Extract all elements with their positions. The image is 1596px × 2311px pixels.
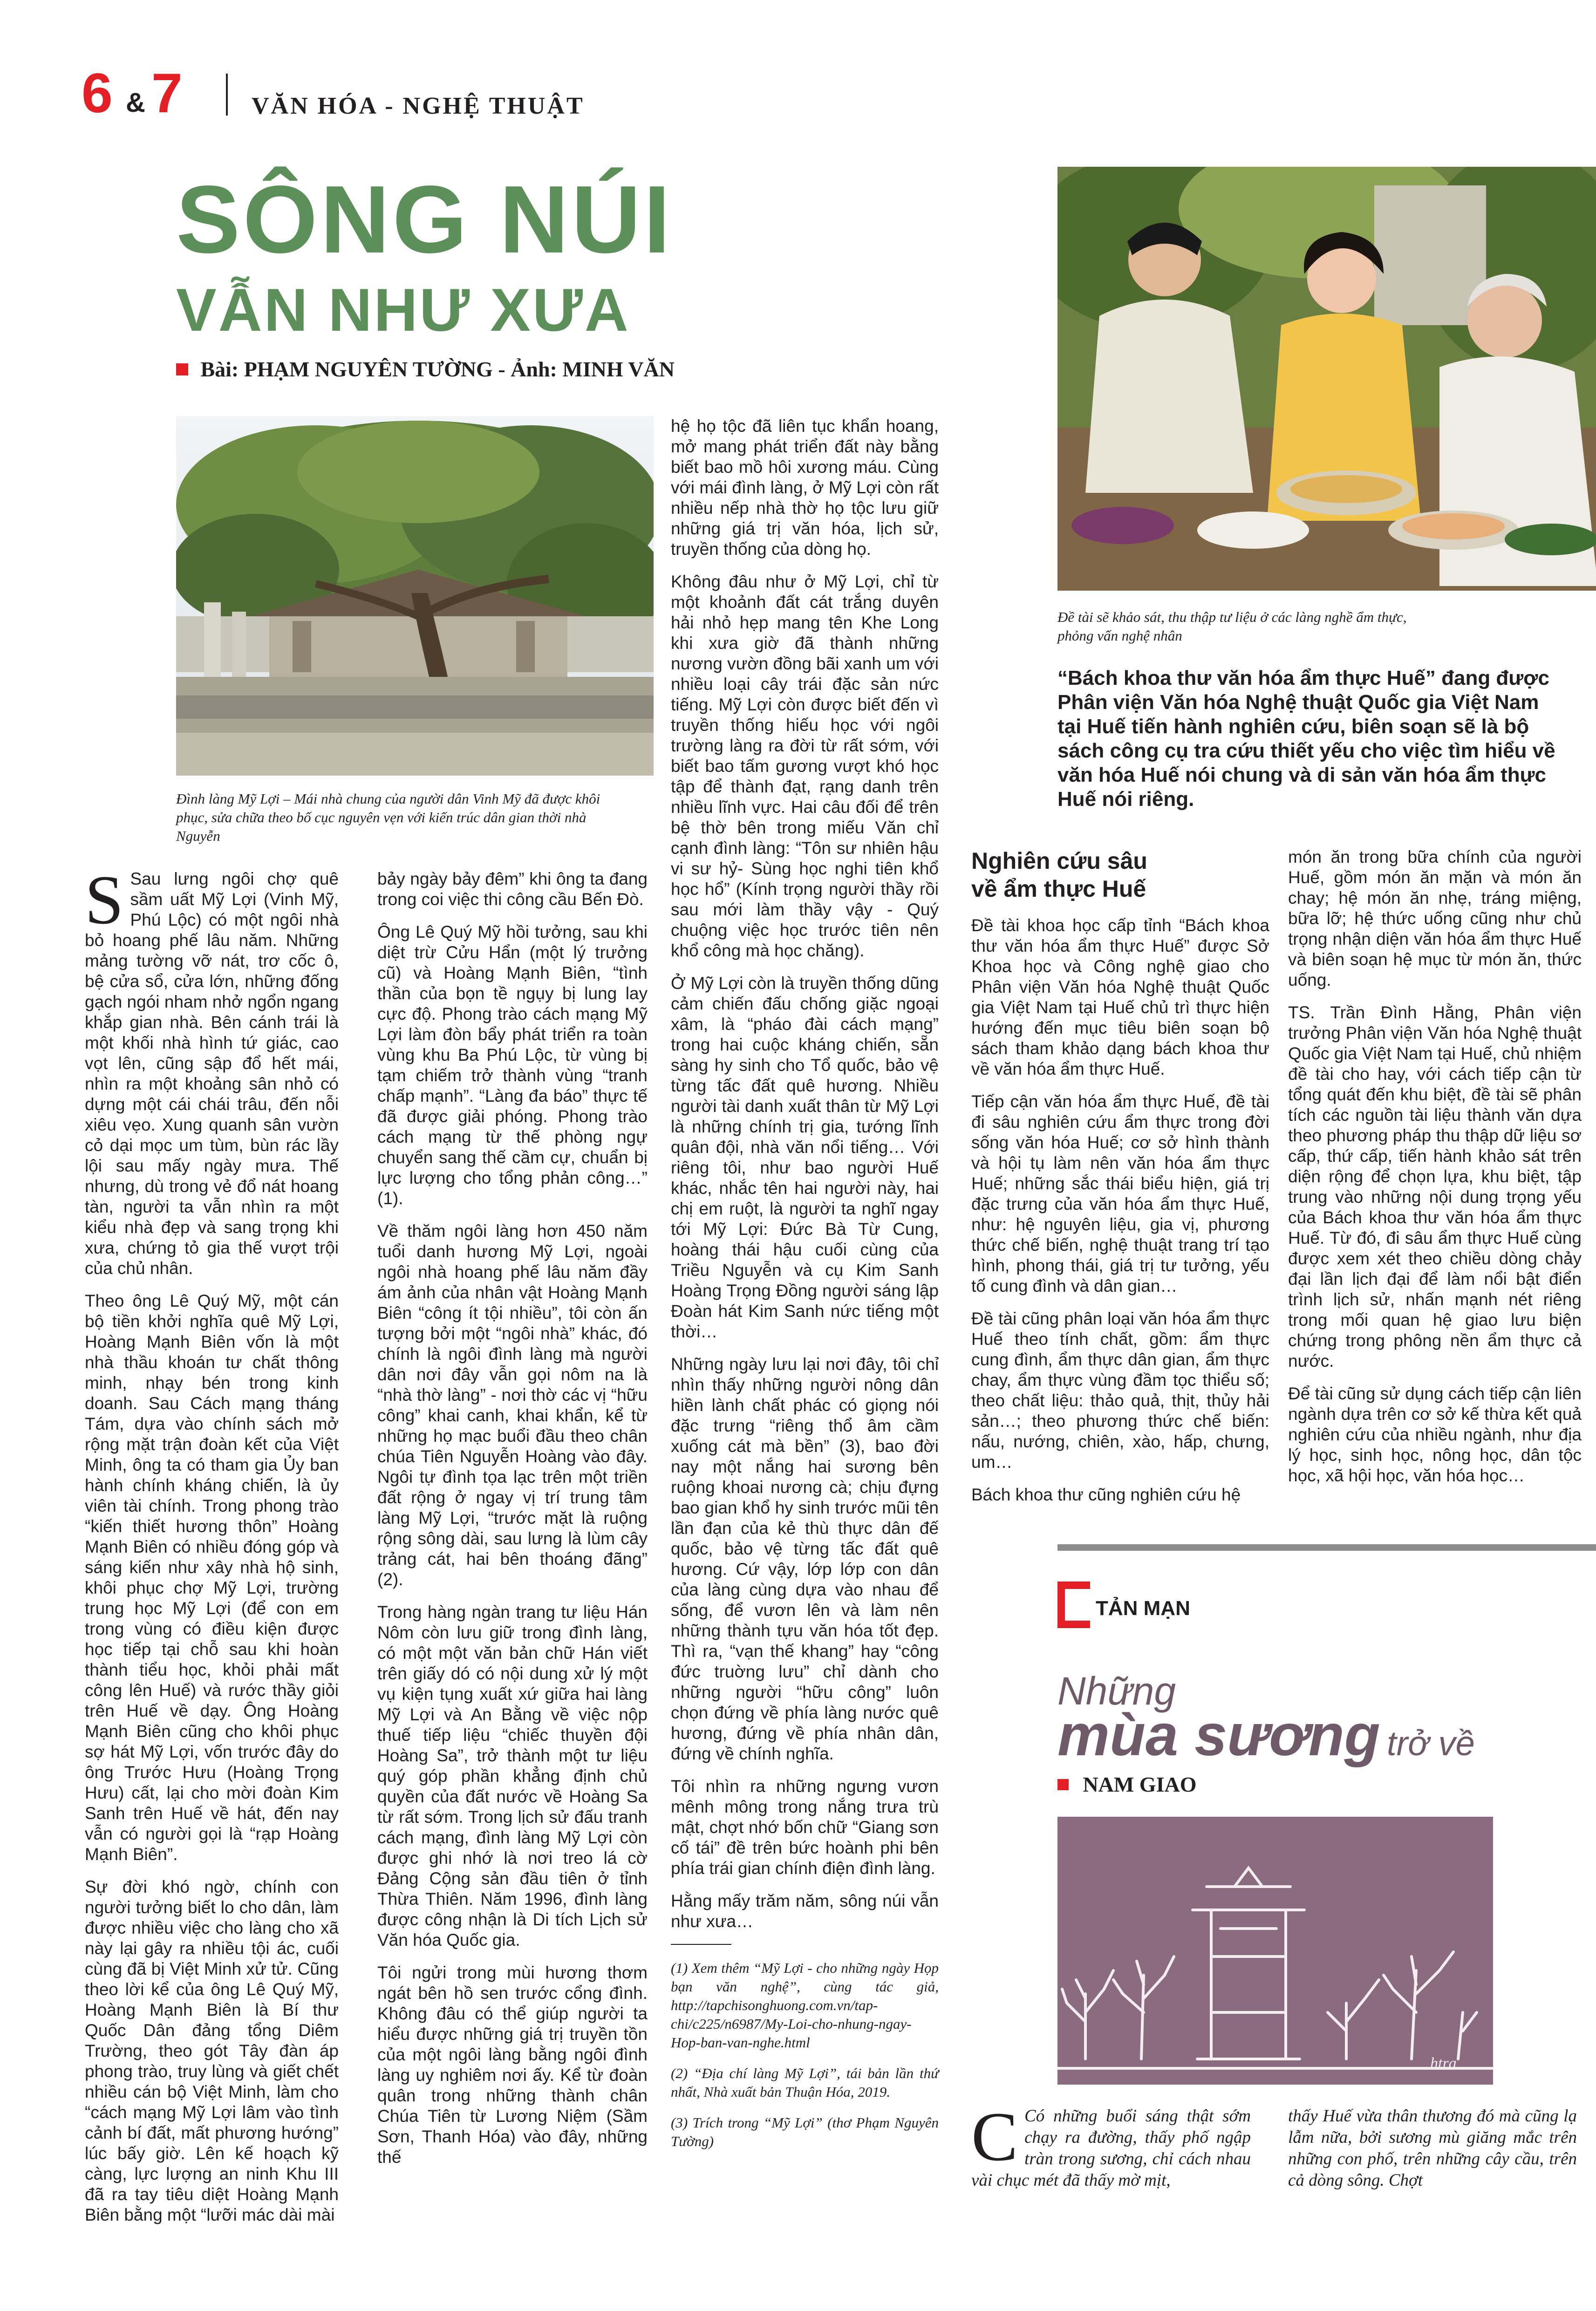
- article-para: Theo ông Lê Quý Mỹ, một cán bộ tiền khởi nghĩa quê Mỹ Lợi, Hoàng Mạnh Biên vốn là một nhà thầu khoán tư chất thông minh, nhạy bén trong kinh doanh. Sau Cách mạng tháng Tám, dựa vào chính sách mở rộng mặt trận đoàn kết của Việt Minh, ông ta có tham gia Ủy ban hành chính kháng chiến, là ủy viên tài chính. Trong phong trào “kiến thiết hương thôn” Hoàng Mạnh Biên có nhiều đóng góp và sáng kiến như xây nhà hộ sinh, khôi phục chợ Mỹ Lợi, trường trung học Mỹ Lợi (để con em trong vùng có điều kiện được học tiếp tại chỗ sau khi hoàn thành tiểu học, khỏi phải mất công lên Huế) và rước thầy giỏi trên Huế về dạy. Ông Hoàng Mạnh Biên cũng cho khôi phục sợ hát Mỹ Lợi, vốn trước đây do ông Trước Hưu (Hoàng Trọng Hưu) cất, lại cho mời đoàn Kim Sanh trên Huế về hát, đến nay vẫn có người gọi là “rạp Hoàng Mạnh Biên”.: [85, 1291, 339, 1864]
- article-para: Tôi ngửi trong mùi hương thơm ngát bên hồ sen trước cổng đình. Không đâu có thể giúp người ta hiểu được những giá trị truyền tồn của một ngôi làng bằng ngôi đình làng uy nghiêm nơi ấy. Kể từ đoàn quân trong những thành chân Chúa Tiên từ Lương Niệm (Sầm Sơn, Thanh Hóa) vào đây, những thế: [377, 1963, 648, 2167]
- article-para: S Sau lưng ngôi chợ quê sầm uất Mỹ Lợi (Vinh Mỹ, Phú Lộc) có một ngôi nhà bỏ hoang phế lâu năm. Những mảng tường vỡ nát, trơ cốc ô, bệ cửa sổ, cửa lớn, những đống gạch ngói nham nhở ngổn ngang khắp gian nhà. Bên cánh trái là một khối nhà hình tứ giác, cao vọt lên, cũng sập đổ hết mái, nhìn ra một khoảng sân nhỏ có dựng một cái chái trâu, đến nỗi xiêu vẹo. Xung quanh sân vườn cỏ dại mọc um tùm, bùn rác lầy lội sau mấy ngày mưa. Thế nhưng, dù trong vẻ đổ nát hoang tàn, người ta vẫn nhìn ra một kiểu nhà đẹp và sang trọng khi xưa, chứng tỏ gia thế vượt trội của chủ nhân.: [85, 861, 339, 1278]
- footnote-rule: [671, 1944, 731, 1945]
- section-title: VĂN HÓA - NGHỆ THUẬT: [252, 93, 585, 119]
- article-para: hệ họ tộc đã liên tục khẩn hoang, mở mang phát triển đất này bằng biết bao mồ hôi xương máu. Cùng với mái đình làng, ở Mỹ Lợi còn rất nhiều nếp nhà thờ họ tộc lưu giữ những giá trị văn hóa, lịch sử, truyền thống của dòng họ.: [671, 416, 939, 559]
- tan-man-author: [1057, 1774, 1197, 1795]
- cuisine-photo-art: [1057, 167, 1596, 591]
- article-para: Không đâu như ở Mỹ Lợi, chỉ từ một khoảnh đất cát trắng duyên hải nhỏ hẹp mang tên Khe Long khi xưa giờ đã thành những nương vườn đồng bãi xanh um với nhiều loại cây trái đặc sản nức tiếng. Mỹ Lợi còn được biết đến vì truyền thống hiếu học với ngôi trường làng ra đời từ rất sớm, với biết bao tấm gương vượt khó học tập để thành đạt, rạng danh trên nhiều lĩnh vực. Hai câu đối để trên bệ thờ bên trong miếu Văn chỉ cạnh đình làng: “Tôn sư nhiên hậu vi sư hỷ- Sùng học nghi tiên khổ học hổ” (Kính trọng người thầy rồi sau mới làm thầy vậy - Quý chuộng việc học trước tiên nên khổ công mà học chăng).: [671, 572, 939, 960]
- header-divider: [226, 74, 228, 116]
- cuisine-column-1: [971, 915, 1269, 1517]
- article-para: Về thăm ngôi làng hơn 450 năm tuổi danh hương Mỹ Lợi, ngoài ngôi nhà hoang phế lâu năm đầy ám ảnh của nhân vật Hoàng Mạnh Biên “công ít tội nhiều”, tôi còn ấn tượng bởi một “ngôi nhà” khác, đó chính là ngôi đình làng mà người dân nơi đây vẫn gọi nôm na là “nhà thờ làng” - nơi thờ các vị “hữu công” khai canh, khai khẩn, kể từ những họ mạc buổi đầu theo chân chúa Tiên Nguyễn Hoàng vào đây. Ngôi tự đình tọa lạc trên một triền đất rộng ở ngay vị trí trung tâm làng Mỹ Lợi, “trước mặt là ruộng rộng sông dài, sau lưng là lùm cây trảng cát, hai bên thoáng đãng” (2).: [377, 1221, 648, 1589]
- tan-man-title-big: mùa sương: [1057, 1702, 1380, 1768]
- cuisine-heading: Nghiên cứu sâu về ẩm thực Huế: [971, 848, 1147, 902]
- tan-man-label: TẢN MẠN: [1096, 1597, 1190, 1620]
- article-para: Những ngày lưu lại nơi đây, tôi chỉ nhìn thấy những người nông dân hiền lành chất phác có giọng nói đặc trưng “riêng thổ âm cầm xuống cát mà bền” (3), bao đời nay một nắng hai sương bên ruộng khoai nương cà; chịu đựng bao gian khổ hy sinh trước mũi tên lần đạn của kẻ thù thực dân đế quốc, bảo vệ từng tấc đất quê hương. Cứ vậy, lớp lớp con dân của làng cùng dựa vào nhau để sống, để vươn lên và làm nên những thành tựu văn hóa tốt đẹp. Thì ra, “vạn thế khang” hay “công đức truờng lưu” chỉ dành cho những người “hữu công” luôn chọn đứng về phía làng nước quê hương, đứng về phía nhân dân, đứng về chính nghĩa.: [671, 1355, 939, 1763]
- footnote: (1) Xem thêm “Mỹ Lợi - cho những ngày Họp bạn văn nghệ”, cùng tác giả, http://tapchisonghuong.com.vn/tap-chi/c225/n6987/My-Loi-cho-nhung-ngay-Hop-ban-van-nghe.html: [671, 1960, 939, 2051]
- page-number-right: 7: [151, 62, 183, 124]
- temple-photo-caption: Đình làng Mỹ Lợi – Mái nhà chung của người dân Vinh Mỹ đã được khôi phục, sửa chữa theo bố cục nguyên vẹn với kiến trúc dân gian thời nhà Nguyễn: [176, 791, 600, 844]
- tan-man-title-small: Những: [1057, 1669, 1176, 1713]
- cuisine-para: Bách khoa thư cũng nghiên cứu hệ: [971, 1485, 1241, 1504]
- article-column-1: [85, 861, 339, 2237]
- article-para: Hằng mấy trăm năm, sông núi vẫn như xưa…: [671, 1891, 939, 1931]
- section-divider: [1057, 1544, 1596, 1551]
- author-bullet: [1057, 1779, 1069, 1790]
- tan-man-label-box: [1057, 1582, 1190, 1628]
- article-para: Tôi nhìn ra những ngưng vươn mênh mông trong nắng trưa trù mật, chợt nhớ bốn chữ “Giang sơn cố tái” đề trên bức hoành phi bên phía trái gian chính điện đình làng.: [671, 1777, 939, 1878]
- footnote: (2) “Địa chí làng Mỹ Lợi”, tái bản lần thứ nhất, Nhà xuất bản Thuận Hóa, 2019.: [671, 2065, 939, 2100]
- dropcap-s: S: [85, 861, 124, 939]
- cuisine-para: Để tài cũng sử dụng cách tiếp cận liên ngành dựa trên cơ sở kế thừa kết quả nghiên cứu của nhiều ngành, như địa lý học, sinh học, nông học, dân tộc học, xã hội học, văn hóa học…: [1288, 1384, 1582, 1485]
- article-para: Sự đời khó ngờ, chính con người tưởng biết lo cho dân, làm được nhiều việc cho làng cho xã này lại gây ra nhiều tội ác, cuối cùng đã bị Việt Minh xử tử. Cũng theo lời kể của ông Lê Quý Mỹ, Hoàng Mạnh Biên là Bí thư Quốc Dân đảng tổng Diêm Trường, theo gót Tây đàn áp phong trào, truy lùng và giết chết nhiều cán bộ Việt Minh, làm cho “cách mạng Mỹ Lợi lâm vào tình cảnh bí đất, mất phương hướng” lúc bấy giờ. Lên kế hoạch kỹ càng, lực lượng an ninh Khu III đã ra tay tiêu diệt Hoàng Mạnh Biên bằng một “lưỡi mác dài mài: [85, 1877, 339, 2224]
- temple-photo: [176, 416, 654, 776]
- cuisine-column-2: [1288, 847, 1582, 1498]
- cuisine-para: món ăn trong bữa chính của người Huế, gồm món ăn mặn và món ăn chay; hệ món ăn nhẹ, tráng miệng, bữa lỡ; hệ thức uống cũng như chủ trọng nhận diện văn hóa ẩm thực Huế và biên soạn hệ mục từ món ăn, thức uống.: [1288, 847, 1582, 989]
- byline-bullet: [176, 363, 188, 375]
- article-para: Ông Lê Quý Mỹ hồi tưởng, sau khi diệt trừ Cửu Hẩn (một lý trưởng cũ) và Hoàng Mạnh Biên, “tình thần của bọn tề ngụy bị lung lay cực độ. Phong trào cách mạng Mỹ Lợi làm đòn bẩy phát triển ra toàn vùng khu Ba Phú Lộc, từ vùng bị tạm chiếm trở thành vùng “tranh chấp mạnh”. “Làng đa báo” thực tế đã được giải phóng. Phong trào cách mạng từ thế phòng ngự chuyển sang thế cầm cự, chuẩn bị lực lượng cho tổng phản công…” (1).: [377, 922, 648, 1208]
- cuisine-para: TS. Trần Đình Hằng, Phân viện trưởng Phân viện Văn hóa Nghệ thuật Quốc gia Việt Nam tại Huế, chủ nhiệm đề tài cho hay, với cách tiếp cận từ tổng quát đến khu biệt, đề tài sẽ phân tích các nguồn tài liệu thành văn dựa theo phương pháp thu thập dữ liệu sơ cấp, thứ cấp, tiến hành khảo sát trên diện rộng để chọn lựa, khu biệt, tập trung vào những nội dung trọng yếu của Bách khoa thư văn hóa ẩm thực Huế. Từ đó, đi sâu ẩm thực Huế cùng được xem xét theo chiều dòng chảy đại lần lịch đại để làm nổi bật điển trình lịch sử, nhấn mạnh nét riêng trong mối quan hệ giao lưu biện chứng trong phông nền ẩm thực cả nước.: [1288, 1003, 1582, 1370]
- byline: [176, 359, 675, 380]
- article-column-3: [671, 416, 939, 2163]
- cuisine-lead: “Bách khoa thư văn hóa ẩm thực Huế” đang được Phân viện Văn hóa Nghệ thuật Quốc gia Việt Nam tại Huế tiến hành nghiên cứu, biên soạn sẽ là bộ sách công cụ tra cứu thiết yếu cho việc tìm hiểu về văn hóa Huế nói chung và di sản văn hóa ẩm thực Huế nói riêng.: [1057, 667, 1555, 811]
- article-title-line2: VẪN NHƯ XƯA: [176, 276, 630, 344]
- author-name: NAM GIAO: [1083, 1772, 1197, 1796]
- tan-man-title-tail: trở về: [1387, 1724, 1475, 1763]
- article-title-line1: SÔNG NÚI: [176, 166, 673, 273]
- cuisine-para: Đề tài khoa học cấp tỉnh “Bách khoa thư văn hóa ẩm thực Huế” được Sở Khoa học và Công nghệ giao cho Phân viện Văn hóa Nghệ thuật Quốc gia Việt Nam tại Huế chủ trì thực hiện hướng đến mục tiêu biên soạn bộ sách tham khảo dạng bách khoa thư về văn hóa ẩm thực Huế.: [971, 916, 1269, 1078]
- mist-illustration: [1057, 1817, 1493, 2085]
- article-para: Ở Mỹ Lợi còn là truyền thống dũng cảm chiến đấu chống giặc ngoại xâm, là “pháo đài cách mạng” trong hai cuộc kháng chiến, sẵn sàng hy sinh cho Tổ quốc, bảo vệ từng tấc đất quê hương. Nhiều người tài danh xuất thân từ Mỹ Lợi là những chính trị gia, tướng lĩnh quân đội, nhà văn nổi tiếng… Với riêng tôi, như bao người Huế khác, nhắc tên hai người này, hai chị em ruột, là người ta nghĩ ngay tới Mỹ Lợi: Đức Bà Từ Cung, hoàng thái hậu cuối cùng của Triều Nguyễn và cụ Kim Sanh Hoàng Trọng Đồng người sáng lập Đoàn hát Kim Sanh nức tiếng một thời…: [671, 974, 939, 1341]
- mist-illustration-art: [1057, 1817, 1493, 2085]
- dropcap-c: C: [971, 2098, 1018, 2175]
- cuisine-photo: [1057, 167, 1596, 591]
- page-number-amp: &: [126, 88, 145, 118]
- cuisine-para: Đề tài cũng phân loại văn hóa ẩm thực Huế theo tính chất, gồm: ẩm thực cung đình, ẩm thực dân gian, ẩm thực chay, ẩm thực vùng đầm tọc thiểu số; theo chất liệu: thảo quả, thịt, thủy hải sản…; theo phương thức chế biến: nấu, nướng, chiên, xào, hấp, chưng, um…: [971, 1309, 1269, 1472]
- footnote: (3) Trích trong “Mỹ Lợi” (thơ Phạm Nguyên Tường): [671, 2114, 939, 2149]
- byline-text: Bài: PHẠM NGUYÊN TƯỜNG - Ảnh: MINH VĂN: [200, 357, 675, 381]
- page-number-left: 6: [82, 62, 113, 124]
- article-para: Trong hàng ngàn trang tư liệu Hán Nôm còn lưu giữ trong đình làng, có một một văn bản chữ Hán viết trên giấy dó có nội dung xử lý một vụ kiện tụng xuất xứ giữa hai làng Mỹ Lợi và An Bằng về việc nộp thuế tiếp liệu “chiếc thuyền đội Hoàng Sa”, trở thành một tư liệu quý góp phần khẳng định chủ quyền của đất nước về Hoàng Sa từ rất sớm. Trong lịch sử đấu tranh cách mạng, đình làng Mỹ Lợi còn được ghi nhớ là nơi treo lá cờ Đảng Cộng sản đầu tiên ở tỉnh Thừa Thiên. Năm 1996, đình làng được công nhận là Di tích Lịch sử Văn hóa Quốc gia.: [377, 1602, 648, 1950]
- tan-man-title: [1057, 1702, 1475, 1768]
- cuisine-photo-caption: Đề tài sẽ khảo sát, thu thập tư liệu ở các làng nghề ẩm thực, phỏng vấn nghệ nhân: [1057, 609, 1407, 644]
- article-para: bảy ngày bảy đêm” khi ông ta đang trong coi việc thi công cầu Bến Đò.: [377, 869, 648, 909]
- tan-man-bracket: [1057, 1582, 1090, 1628]
- cuisine-para: Tiếp cận văn hóa ẩm thực Huế, đề tài đi sâu nghiên cứu ẩm thực trong đời sống văn hóa Huế; cơ sở hình thành và hội tụ làm nên văn hóa ẩm thực Huế; những sắc thái biểu hiện, giá trị đặc trưng của văn hóa ẩm thực Huế, như: hệ nguyên liệu, gia vị, phương thức chế biến, nghệ thuật trang trí tạo hình, phong thái, giá trị tư tưởng, yếu tố cung đình và dân gian…: [971, 1092, 1269, 1295]
- article-column-2: [377, 869, 648, 2180]
- tan-man-column-2: thấy Huế vừa thân thương đó mà cũng lạ lẫm nữa, bởi sương mù giăng mắc trên những con phố, trên những cây cầu, trên cả dòng sông. Chợt: [1288, 2106, 1577, 2190]
- tan-man-column-1: C Có những buổi sáng thật sớm chạy ra đường, thấy phố ngập tràn trong sương, chỉ cách nhau vài chục mét đã thấy mờ mịt,: [971, 2098, 1251, 2190]
- illustration-signature: htra: [1430, 2055, 1457, 2072]
- temple-photo-art: [176, 416, 654, 776]
